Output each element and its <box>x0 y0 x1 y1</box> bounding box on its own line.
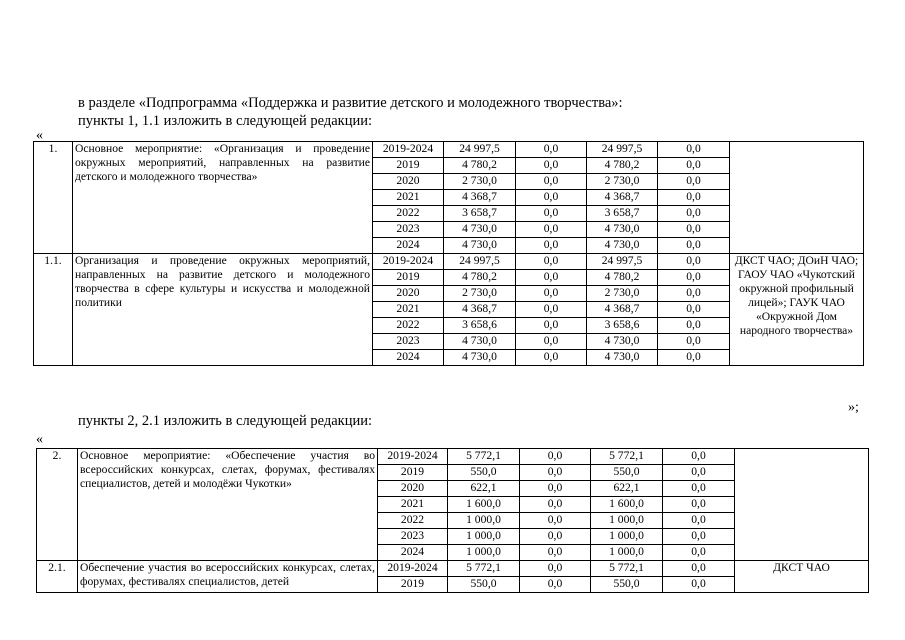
amount-cell: 550,0 <box>591 577 663 593</box>
amount-cell: 0,0 <box>516 270 587 286</box>
amount-cell: 2 730,0 <box>587 286 658 302</box>
year-cell: 2019 <box>373 270 444 286</box>
amount-cell: 4 780,2 <box>444 158 516 174</box>
amount-cell: 0,0 <box>520 465 591 481</box>
amount-cell: 1 600,0 <box>448 497 520 513</box>
amount-cell: 5 772,1 <box>448 561 520 577</box>
section1-table <box>33 141 864 366</box>
amount-cell: 0,0 <box>516 174 587 190</box>
section2-table <box>36 448 869 593</box>
amount-cell: 0,0 <box>516 222 587 238</box>
amount-cell: 3 658,7 <box>587 206 658 222</box>
year-cell: 2023 <box>373 222 444 238</box>
amount-cell: 0,0 <box>516 286 587 302</box>
amount-cell: 0,0 <box>516 190 587 206</box>
amount-cell: 4 730,0 <box>587 334 658 350</box>
year-cell: 2020 <box>378 481 448 497</box>
amount-cell: 1 000,0 <box>591 529 663 545</box>
year-cell: 2021 <box>373 190 444 206</box>
amount-cell: 5 772,1 <box>591 561 663 577</box>
year-cell: 2020 <box>373 286 444 302</box>
amount-cell: 4 730,0 <box>444 334 516 350</box>
amount-cell: 0,0 <box>520 481 591 497</box>
year-cell: 2021 <box>373 302 444 318</box>
item-number: 2. <box>37 449 78 561</box>
item-description: Обеспечение участия во всероссийских конкурсах, слетах, форумах, фестивалях специалистов, детей <box>78 561 378 593</box>
amount-cell: 0,0 <box>658 318 730 334</box>
year-cell: 2023 <box>378 529 448 545</box>
amount-cell: 550,0 <box>591 465 663 481</box>
amount-cell: 0,0 <box>663 529 735 545</box>
year-cell: 2019 <box>378 465 448 481</box>
year-cell: 2019-2024 <box>378 449 448 465</box>
amount-cell: 0,0 <box>658 174 730 190</box>
table-row <box>34 142 864 158</box>
amount-cell: 550,0 <box>448 577 520 593</box>
table-row <box>34 254 864 270</box>
amount-cell: 0,0 <box>663 497 735 513</box>
section1-close-quote: »; <box>848 400 859 415</box>
section1-intro-line2: пункты 1, 1.1 изложить в следующей редакции: <box>78 113 373 129</box>
amount-cell: 0,0 <box>516 238 587 254</box>
amount-cell: 0,0 <box>663 513 735 529</box>
amount-cell: 0,0 <box>658 222 730 238</box>
amount-cell: 24 997,5 <box>587 142 658 158</box>
amount-cell: 4 780,2 <box>587 270 658 286</box>
amount-cell: 0,0 <box>520 529 591 545</box>
year-cell: 2019-2024 <box>378 561 448 577</box>
item-description: Основное мероприятие: «Обеспечение участия во всероссийских конкурсах, слетах, форумах, фестивалях специалистов, детей и молодёжи Чукотки» <box>78 449 378 561</box>
amount-cell: 2 730,0 <box>587 174 658 190</box>
year-cell: 2019-2024 <box>373 254 444 270</box>
amount-cell: 0,0 <box>520 513 591 529</box>
amount-cell: 0,0 <box>658 158 730 174</box>
amount-cell: 0,0 <box>658 190 730 206</box>
section1-open-quote: « <box>36 128 43 143</box>
amount-cell: 4 730,0 <box>587 222 658 238</box>
amount-cell: 622,1 <box>448 481 520 497</box>
amount-cell: 3 658,7 <box>444 206 516 222</box>
amount-cell: 24 997,5 <box>444 142 516 158</box>
amount-cell: 0,0 <box>663 577 735 593</box>
year-cell: 2019-2024 <box>373 142 444 158</box>
amount-cell: 0,0 <box>520 561 591 577</box>
section2-intro: пункты 2, 2.1 изложить в следующей редакции: <box>78 413 373 429</box>
amount-cell: 0,0 <box>658 254 730 270</box>
amount-cell: 4 368,7 <box>444 190 516 206</box>
amount-cell: 1 600,0 <box>591 497 663 513</box>
amount-cell: 1 000,0 <box>591 513 663 529</box>
amount-cell: 1 000,0 <box>448 545 520 561</box>
amount-cell: 0,0 <box>516 302 587 318</box>
amount-cell: 3 658,6 <box>444 318 516 334</box>
amount-cell: 0,0 <box>516 158 587 174</box>
amount-cell: 4 730,0 <box>587 350 658 366</box>
item-number: 1.1. <box>34 254 73 366</box>
amount-cell: 4 730,0 <box>444 238 516 254</box>
amount-cell: 4 368,7 <box>587 302 658 318</box>
amount-cell: 0,0 <box>520 545 591 561</box>
table-row <box>37 449 869 465</box>
item-number: 1. <box>34 142 73 254</box>
amount-cell: 0,0 <box>516 142 587 158</box>
amount-cell: 1 000,0 <box>448 513 520 529</box>
responsible-executor <box>730 142 864 254</box>
amount-cell: 3 658,6 <box>587 318 658 334</box>
item-number: 2.1. <box>37 561 78 593</box>
amount-cell: 0,0 <box>520 497 591 513</box>
amount-cell: 0,0 <box>663 449 735 465</box>
amount-cell: 622,1 <box>591 481 663 497</box>
amount-cell: 2 730,0 <box>444 174 516 190</box>
amount-cell: 0,0 <box>658 206 730 222</box>
year-cell: 2023 <box>373 334 444 350</box>
amount-cell: 4 730,0 <box>587 238 658 254</box>
amount-cell: 0,0 <box>516 206 587 222</box>
section1-intro-line1: в разделе «Подпрограмма «Поддержка и развитие детского и молодежного творчества»: <box>78 95 623 111</box>
year-cell: 2022 <box>373 318 444 334</box>
amount-cell: 0,0 <box>658 286 730 302</box>
amount-cell: 0,0 <box>658 350 730 366</box>
amount-cell: 5 772,1 <box>591 449 663 465</box>
amount-cell: 0,0 <box>658 334 730 350</box>
item-description: Основное мероприятие: «Организация и проведение окружных мероприятий, направленных на развитие детского и молодежного творчества» <box>73 142 373 254</box>
responsible-executor: ДКСТ ЧАО <box>735 561 869 593</box>
amount-cell: 0,0 <box>658 142 730 158</box>
amount-cell: 4 730,0 <box>444 222 516 238</box>
amount-cell: 0,0 <box>516 334 587 350</box>
amount-cell: 0,0 <box>516 318 587 334</box>
year-cell: 2019 <box>378 577 448 593</box>
amount-cell: 4 730,0 <box>444 350 516 366</box>
table-row <box>37 561 869 577</box>
amount-cell: 0,0 <box>516 350 587 366</box>
amount-cell: 0,0 <box>658 270 730 286</box>
amount-cell: 0,0 <box>663 465 735 481</box>
responsible-executor: ДКСТ ЧАО; ДОиН ЧАО; ГАОУ ЧАО «Чукотский окружной профильный лицей»; ГАУК ЧАО «Окружной Дом народного творчества» <box>730 254 864 366</box>
amount-cell: 24 997,5 <box>587 254 658 270</box>
section2-open-quote: « <box>36 432 43 447</box>
amount-cell: 0,0 <box>520 577 591 593</box>
amount-cell: 0,0 <box>663 545 735 561</box>
year-cell: 2022 <box>378 513 448 529</box>
amount-cell: 2 730,0 <box>444 286 516 302</box>
year-cell: 2022 <box>373 206 444 222</box>
amount-cell: 0,0 <box>663 561 735 577</box>
amount-cell: 4 780,2 <box>587 158 658 174</box>
amount-cell: 5 772,1 <box>448 449 520 465</box>
year-cell: 2024 <box>373 350 444 366</box>
year-cell: 2024 <box>373 238 444 254</box>
amount-cell: 4 368,7 <box>587 190 658 206</box>
amount-cell: 1 000,0 <box>448 529 520 545</box>
responsible-executor <box>735 449 869 561</box>
year-cell: 2020 <box>373 174 444 190</box>
amount-cell: 0,0 <box>520 449 591 465</box>
amount-cell: 0,0 <box>516 254 587 270</box>
amount-cell: 550,0 <box>448 465 520 481</box>
year-cell: 2021 <box>378 497 448 513</box>
amount-cell: 1 000,0 <box>591 545 663 561</box>
amount-cell: 0,0 <box>663 481 735 497</box>
amount-cell: 24 997,5 <box>444 254 516 270</box>
amount-cell: 0,0 <box>658 302 730 318</box>
amount-cell: 4 780,2 <box>444 270 516 286</box>
year-cell: 2024 <box>378 545 448 561</box>
amount-cell: 4 368,7 <box>444 302 516 318</box>
item-description: Организация и проведение окружных мероприятий, направленных на развитие детского и молодежного творчества в сфере культуры и искусства и молодежной политики <box>73 254 373 366</box>
year-cell: 2019 <box>373 158 444 174</box>
amount-cell: 0,0 <box>658 238 730 254</box>
